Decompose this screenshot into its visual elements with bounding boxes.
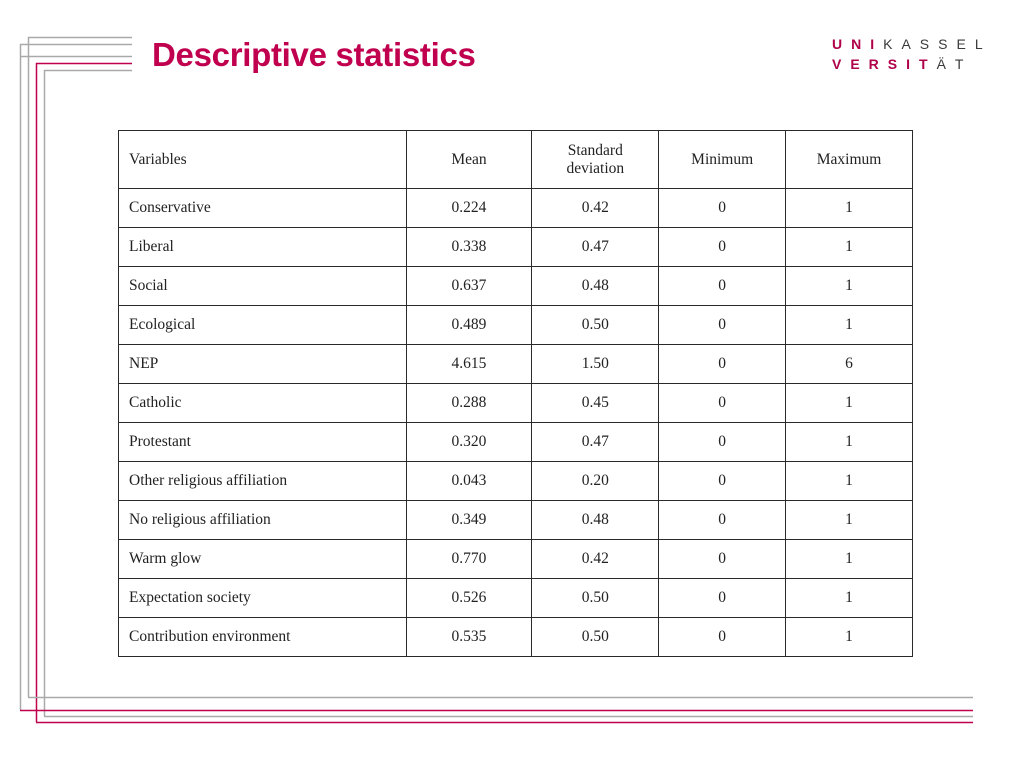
header-sd-line1: Standard <box>567 141 623 159</box>
cell-max: 1 <box>786 267 913 306</box>
cell-sd: 0.47 <box>532 423 659 462</box>
cell-max: 1 <box>786 618 913 657</box>
cell-mean: 0.535 <box>406 618 532 657</box>
cell-mean: 0.637 <box>406 267 532 306</box>
cell-sd: 0.50 <box>532 306 659 345</box>
cell-sd: 0.47 <box>532 228 659 267</box>
cell-max: 1 <box>786 579 913 618</box>
cell-min: 0 <box>659 267 786 306</box>
cell-max: 1 <box>786 540 913 579</box>
cell-min: 0 <box>659 189 786 228</box>
cell-max: 1 <box>786 189 913 228</box>
cell-variable: Catholic <box>119 384 407 423</box>
table-row <box>119 189 913 228</box>
table-row <box>119 423 913 462</box>
cell-mean: 0.489 <box>406 306 532 345</box>
cell-max: 6 <box>786 345 913 384</box>
cell-variable: Conservative <box>119 189 407 228</box>
cell-min: 0 <box>659 423 786 462</box>
table-header-row <box>119 131 913 189</box>
cell-min: 0 <box>659 306 786 345</box>
table-row <box>119 384 913 423</box>
cell-sd: 0.42 <box>532 189 659 228</box>
cell-mean: 4.615 <box>406 345 532 384</box>
cell-variable: Contribution environment <box>119 618 407 657</box>
cell-max: 1 <box>786 423 913 462</box>
cell-variable: Other religious affiliation <box>119 462 407 501</box>
university-logo <box>832 34 992 74</box>
header-mean: Mean <box>406 131 532 189</box>
cell-variable: NEP <box>119 345 407 384</box>
slide-title: Descriptive statistics <box>152 36 476 73</box>
header-maximum: Maximum <box>786 131 913 189</box>
table-row <box>119 462 913 501</box>
cell-mean: 0.320 <box>406 423 532 462</box>
table-row <box>119 579 913 618</box>
table-row <box>119 540 913 579</box>
cell-min: 0 <box>659 579 786 618</box>
cell-sd: 0.48 <box>532 501 659 540</box>
cell-mean: 0.224 <box>406 189 532 228</box>
cell-variable: Social <box>119 267 407 306</box>
cell-min: 0 <box>659 228 786 267</box>
logo-line-2-rest: ÄT <box>936 56 973 72</box>
cell-sd: 0.45 <box>532 384 659 423</box>
cell-min: 0 <box>659 345 786 384</box>
cell-mean: 0.349 <box>406 501 532 540</box>
table-body <box>119 189 913 657</box>
cell-max: 1 <box>786 501 913 540</box>
logo-line-1 <box>832 34 992 54</box>
cell-variable: Liberal <box>119 228 407 267</box>
logo-line-1-bold: UNI <box>832 36 884 52</box>
cell-variable: Ecological <box>119 306 407 345</box>
table-row <box>119 267 913 306</box>
cell-min: 0 <box>659 462 786 501</box>
cell-mean: 0.288 <box>406 384 532 423</box>
cell-min: 0 <box>659 501 786 540</box>
table-row <box>119 618 913 657</box>
cell-variable: Protestant <box>119 423 407 462</box>
cell-sd: 1.50 <box>532 345 659 384</box>
logo-line-2-bold: VERSIT <box>832 56 937 72</box>
cell-mean: 0.526 <box>406 579 532 618</box>
cell-sd: 0.50 <box>532 579 659 618</box>
cell-max: 1 <box>786 462 913 501</box>
table-row <box>119 306 913 345</box>
cell-variable: Expectation society <box>119 579 407 618</box>
cell-sd: 0.50 <box>532 618 659 657</box>
table-row <box>119 345 913 384</box>
descriptive-statistics-table <box>118 130 913 657</box>
cell-min: 0 <box>659 540 786 579</box>
header-minimum: Minimum <box>659 131 786 189</box>
cell-max: 1 <box>786 228 913 267</box>
logo-line-1-rest: KASSEL <box>883 36 992 52</box>
table-row <box>119 501 913 540</box>
cell-min: 0 <box>659 618 786 657</box>
logo-line-2 <box>832 54 982 74</box>
table-row <box>119 228 913 267</box>
header-sd-line2: deviation <box>566 159 625 177</box>
cell-sd: 0.20 <box>532 462 659 501</box>
cell-max: 1 <box>786 306 913 345</box>
cell-max: 1 <box>786 384 913 423</box>
cell-mean: 0.338 <box>406 228 532 267</box>
header-variables: Variables <box>119 131 407 189</box>
cell-mean: 0.043 <box>406 462 532 501</box>
cell-variable: No religious affiliation <box>119 501 407 540</box>
cell-sd: 0.42 <box>532 540 659 579</box>
header-standard-deviation <box>532 131 659 189</box>
cell-sd: 0.48 <box>532 267 659 306</box>
cell-min: 0 <box>659 384 786 423</box>
cell-mean: 0.770 <box>406 540 532 579</box>
cell-variable: Warm glow <box>119 540 407 579</box>
